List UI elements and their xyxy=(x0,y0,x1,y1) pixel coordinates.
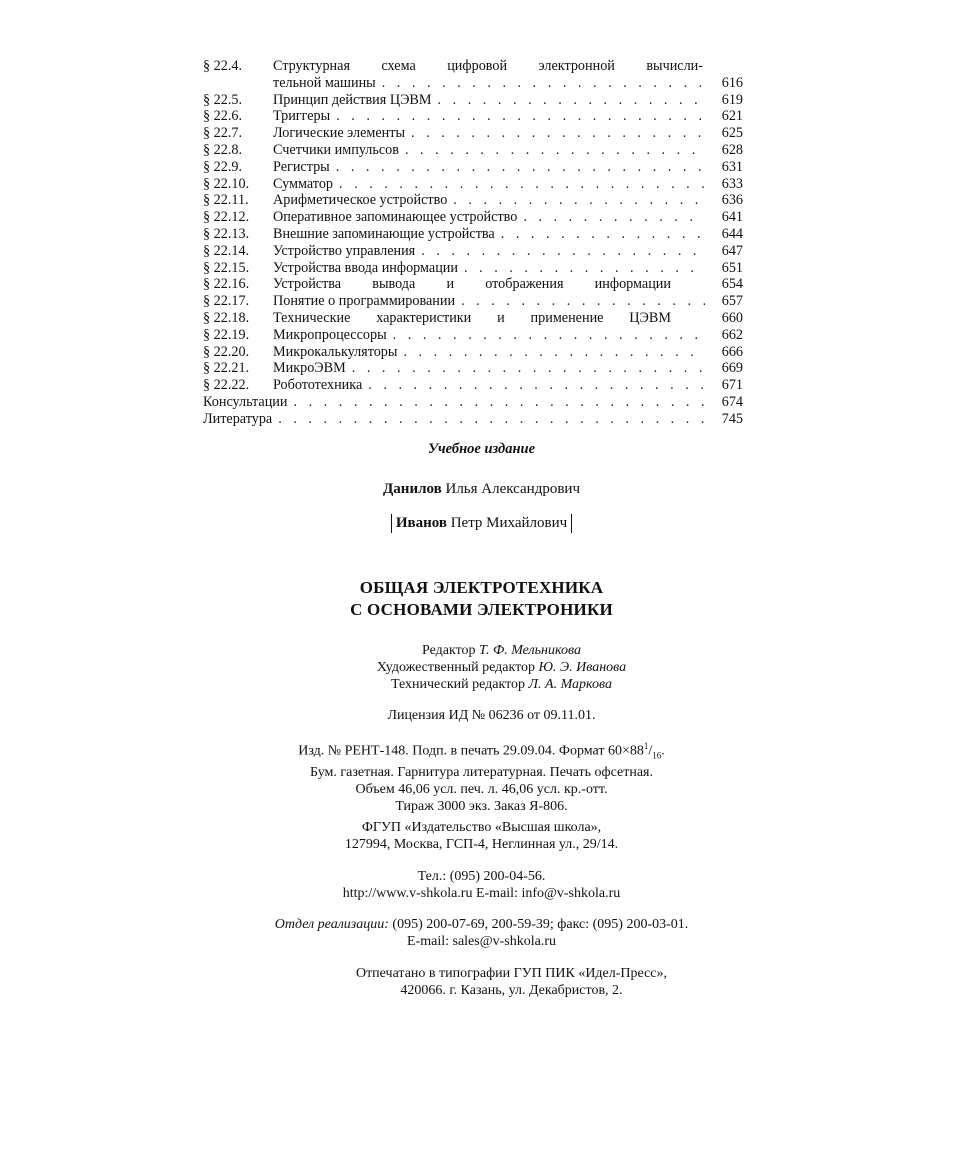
toc-entry xyxy=(203,260,743,277)
printing-house-line-2: 420066. г. Казань, ул. Декабристов, 2. xyxy=(400,983,623,998)
toc-leader xyxy=(405,142,705,159)
toc-title: Триггеры xyxy=(273,108,331,125)
print-details-line-1: Изд. № РЕНТ-148. Подп. в печать 29.09.04. Формат $60\times 88^1/_{16}$. xyxy=(298,741,665,761)
contacts-block xyxy=(0,868,963,902)
author-2-name: Петр Михайлович xyxy=(450,515,568,531)
toc-entry xyxy=(203,159,743,176)
toc-title: Консультации xyxy=(203,393,288,410)
toc-page-number: 628 xyxy=(721,141,743,158)
toc-title: Регистры xyxy=(273,158,330,175)
toc-page-number: 745 xyxy=(721,410,743,427)
toc-section-number: § 22.22. xyxy=(203,377,250,394)
toc-page-number: 633 xyxy=(721,175,743,192)
toc-title: Арифметическое устройство xyxy=(273,192,448,209)
author-1-name: Илья Александрович xyxy=(445,481,580,497)
toc-section-number: § 22.13. xyxy=(203,225,250,242)
author-2-memorial-frame xyxy=(391,514,572,533)
toc-leader xyxy=(453,192,705,209)
toc-leader xyxy=(421,243,705,260)
book-title xyxy=(0,577,963,621)
toc-section-number: § 22.6. xyxy=(203,108,243,125)
publisher-line-1: ФГУП «Издательство «Высшая школа», xyxy=(361,820,602,835)
toc-section-number: § 22.10. xyxy=(203,175,250,192)
toc-entry xyxy=(203,209,743,226)
toc-page-number: 641 xyxy=(721,209,743,226)
toc-page-number: 674 xyxy=(721,393,743,410)
toc-entry xyxy=(203,192,743,209)
toc-entry xyxy=(203,125,743,142)
toc-title: МикроЭВМ xyxy=(273,360,346,377)
toc-title: Принцип действия ЦЭВМ xyxy=(273,91,432,108)
toc-section-number: § 22.19. xyxy=(203,326,250,343)
toc-title: Внешние запоминающие устройства xyxy=(273,225,495,242)
toc-page-number: 647 xyxy=(721,242,743,259)
toc-title: Счетчики импульсов xyxy=(273,141,399,158)
toc-title: Устройства вывода и отображения информации xyxy=(273,276,671,293)
toc-section-number: § 22.5. xyxy=(203,91,243,108)
printing-house-line-1: Отпечатано в типографии ГУП ПИК «Идел-Пресс», xyxy=(355,966,668,981)
toc-section-number: § 22.12. xyxy=(203,209,250,226)
toc-entry xyxy=(203,293,743,310)
printing-house-block xyxy=(0,965,963,999)
author-1-surname: Данилов xyxy=(382,481,442,497)
print-details-line-2: Бум. газетная. Гарнитура литературная. Печать офсетная. xyxy=(310,765,653,781)
toc-leader xyxy=(339,176,705,193)
web-line: http://www.v-shkola.ru E-mail: info@v-shkola.ru xyxy=(342,886,621,901)
toc-section-number: § 22.17. xyxy=(203,293,250,310)
print-details xyxy=(0,738,963,815)
toc-entry xyxy=(203,142,743,159)
toc-section-number: § 22.18. xyxy=(203,309,250,326)
toc-entry xyxy=(203,276,743,293)
art-editor-name: Ю. Э. Иванова xyxy=(538,660,627,675)
toc-page-number: 654 xyxy=(721,276,743,293)
toc-entry xyxy=(203,411,743,428)
editor-line: Редактор Т. Ф. Мельникова xyxy=(422,643,581,658)
print-details-line-3: Объем 46,06 усл. печ. л. 46,06 усл. кр.-отт. xyxy=(355,782,608,798)
toc-leader xyxy=(438,92,705,109)
publisher-block xyxy=(0,819,963,853)
toc-page-number: 625 xyxy=(721,125,743,142)
toc-entry xyxy=(203,92,743,109)
toc-page-number: 636 xyxy=(721,192,743,209)
toc-title: Микрокалькуляторы xyxy=(273,343,398,360)
editor-name: Т. Ф. Мельникова xyxy=(479,643,581,658)
book-title-line-2: С ОСНОВАМИ ЭЛЕКТРОНИКИ xyxy=(350,600,613,619)
toc-entry xyxy=(203,58,743,75)
sales-line: Отдел реализации: (095) 200-07-69, 200-59-39; факс: (095) 200-03-01. xyxy=(274,917,689,932)
toc-section-number: § 22.9. xyxy=(203,158,243,175)
toc-entry xyxy=(203,394,743,411)
toc-title: Литература xyxy=(203,410,273,427)
toc-page-number: 616 xyxy=(721,74,743,91)
toc-section-number: § 22.15. xyxy=(203,259,250,276)
toc-leader xyxy=(352,360,705,377)
sales-email-line: E-mail: sales@v-shkola.ru xyxy=(407,934,556,949)
phone-line: Тел.: (095) 200-04-56. xyxy=(417,869,546,884)
toc-title: Структурная схема цифровой электронной вычисли- xyxy=(273,58,703,74)
toc-entry xyxy=(203,243,743,260)
toc-section-number: § 22.4. xyxy=(203,58,243,74)
toc-entry xyxy=(203,176,743,193)
toc-section-number: § 22.20. xyxy=(203,343,250,360)
toc-section-number: § 22.14. xyxy=(203,242,250,259)
toc-title: Устройство управления xyxy=(273,242,416,259)
toc-page-number: 666 xyxy=(721,343,743,360)
print-details-line-4: Тираж 3000 экз. Заказ Я-806. xyxy=(395,799,568,815)
editors-block xyxy=(0,642,963,693)
toc-leader xyxy=(411,125,705,142)
author-2-surname: Иванов xyxy=(395,515,447,531)
art-editor-line: Художественный редактор Ю. Э. Иванова xyxy=(376,660,627,675)
author-1 xyxy=(0,481,963,498)
toc-leader xyxy=(464,260,705,277)
toc-page-number: 644 xyxy=(721,225,743,242)
toc-leader xyxy=(523,209,705,226)
toc-page-number: 660 xyxy=(721,309,743,326)
toc-title: тельной машины xyxy=(273,74,376,91)
toc-page-number: 669 xyxy=(721,360,743,377)
table-of-contents xyxy=(203,58,743,428)
toc-page-number: 621 xyxy=(721,108,743,125)
toc-section-number: § 22.7. xyxy=(203,125,243,142)
toc-section-number: § 22.21. xyxy=(203,360,250,377)
sales-label: Отдел реализации: xyxy=(274,917,389,932)
toc-section-number: § 22.8. xyxy=(203,141,243,158)
sales-block xyxy=(0,916,963,950)
toc-leader xyxy=(461,293,705,310)
tech-editor-line: Технический редактор Л. А. Маркова xyxy=(390,677,613,692)
toc-leader xyxy=(278,411,705,428)
toc-leader xyxy=(382,75,705,92)
toc-entry xyxy=(203,310,743,327)
toc-page-number: 651 xyxy=(721,259,743,276)
author-2 xyxy=(0,514,963,533)
toc-leader xyxy=(501,226,705,243)
toc-entry xyxy=(203,360,743,377)
toc-leader xyxy=(393,327,705,344)
toc-leader xyxy=(368,377,705,394)
toc-title: Логические элементы xyxy=(273,125,405,142)
toc-leader xyxy=(336,108,705,125)
toc-leader xyxy=(403,344,705,361)
toc-title: Микропроцессоры xyxy=(273,326,387,343)
book-title-line-1: ОБЩАЯ ЭЛЕКТРОТЕХНИКА xyxy=(359,578,604,597)
toc-entry xyxy=(203,327,743,344)
toc-section-number: § 22.11. xyxy=(203,192,249,209)
toc-title: Устройства ввода информации xyxy=(273,259,458,276)
license: Лицензия ИД № 06236 от 09.11.01. xyxy=(387,708,596,723)
toc-page-number: 631 xyxy=(721,158,743,175)
toc-title: Оперативное запоминающее устройство xyxy=(273,209,518,226)
toc-leader xyxy=(336,159,705,176)
toc-title: Робототехника xyxy=(273,377,363,394)
edition-type: Учебное издание xyxy=(427,441,536,457)
toc-title: Понятие о программировании xyxy=(273,293,456,310)
toc-entry xyxy=(203,344,743,361)
toc-entry xyxy=(203,108,743,125)
tech-editor-name: Л. А. Маркова xyxy=(528,677,613,692)
toc-title: Технические характеристики и применение ЦЭВМ xyxy=(273,309,671,326)
toc-page-number: 662 xyxy=(721,326,743,343)
toc-page-number: 657 xyxy=(721,293,743,310)
toc-entry xyxy=(203,377,743,394)
toc-page-number: 671 xyxy=(721,377,743,394)
toc-section-number: § 22.16. xyxy=(203,276,250,293)
publisher-line-2: 127994, Москва, ГСП-4, Неглинная ул., 29/14. xyxy=(344,837,619,852)
toc-entry-continuation xyxy=(203,75,743,92)
toc-entry xyxy=(203,226,743,243)
toc-page-number: 619 xyxy=(721,91,743,108)
toc-leader xyxy=(293,394,705,411)
toc-title: Сумматор xyxy=(273,175,334,192)
